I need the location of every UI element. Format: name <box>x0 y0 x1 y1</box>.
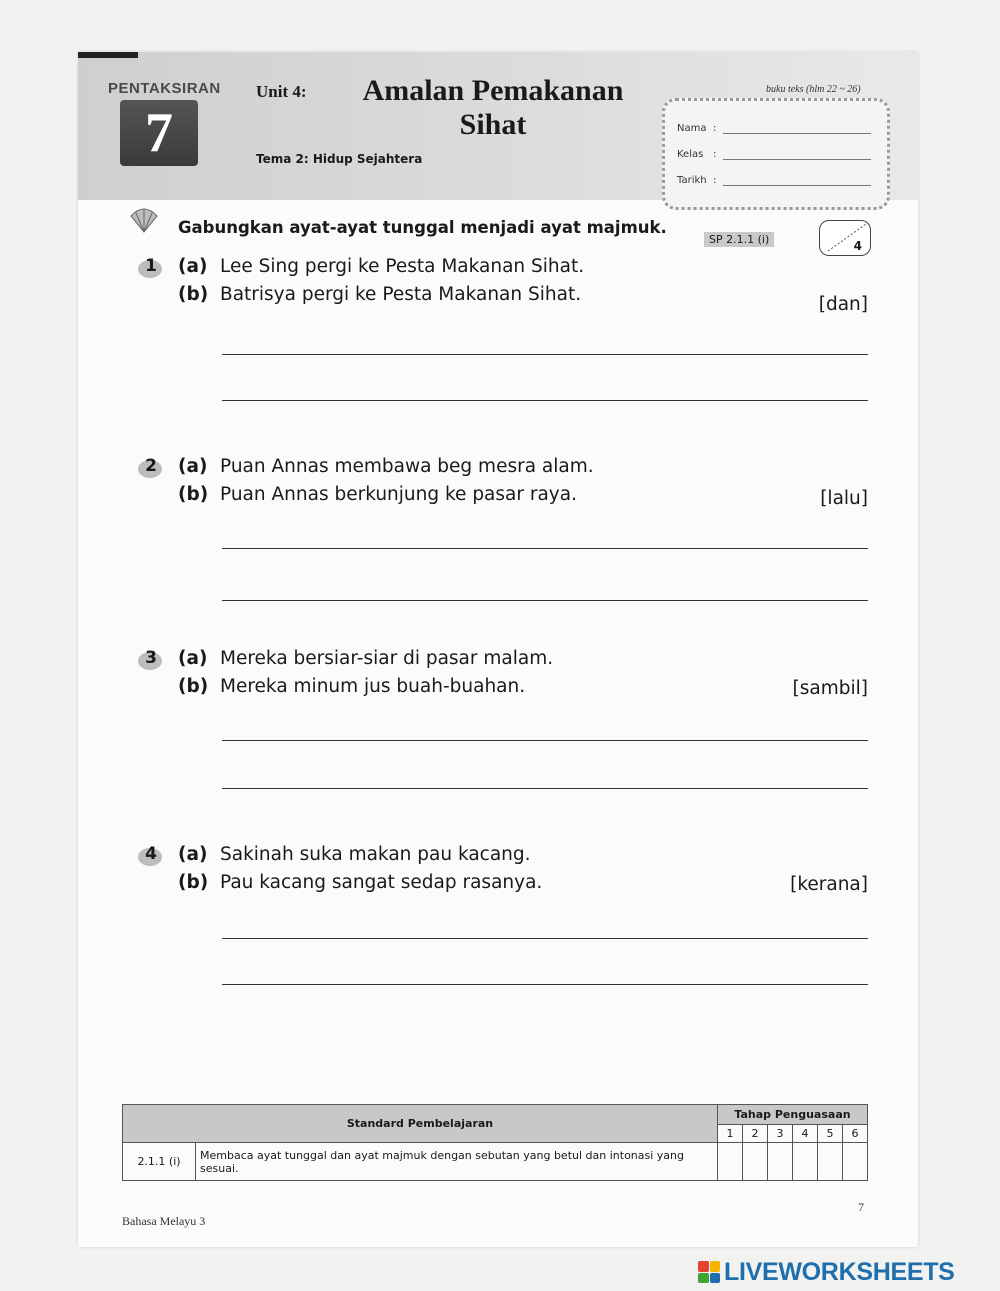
score-box <box>819 220 871 256</box>
worksheet-page <box>78 52 918 1247</box>
sentence-b: (b) Pau kacang sangat sedap rasanya. <box>178 872 543 893</box>
answer-line-2[interactable] <box>222 400 868 401</box>
shell-icon <box>128 204 160 234</box>
level-6: 6 <box>843 1125 868 1143</box>
level-1-cell[interactable] <box>718 1143 743 1181</box>
sentence-b: (b) Batrisya pergi ke Pesta Makanan Sihat. <box>178 284 582 305</box>
level-6-cell[interactable] <box>843 1143 868 1181</box>
score-divider <box>820 221 870 255</box>
sentence-a: (a) Sakinah suka makan pau kacang. <box>178 844 531 865</box>
mastery-header: Tahap Penguasaan <box>718 1105 868 1125</box>
answer-line-1[interactable] <box>222 740 868 741</box>
conjunction-hint: [lalu] <box>820 488 868 509</box>
answer-line-2[interactable] <box>222 600 868 601</box>
book-title: Bahasa Melayu 3 <box>122 1214 206 1228</box>
sp-code-tag: SP 2.1.1 (i) <box>704 232 774 247</box>
class-field-label: Kelas <box>677 149 704 160</box>
level-5-cell[interactable] <box>818 1143 843 1181</box>
level-2: 2 <box>743 1125 768 1143</box>
student-info-box <box>662 98 890 210</box>
unit-label: Unit 4: <box>256 82 307 101</box>
class-field-input[interactable] <box>723 159 871 160</box>
question-number: 2 <box>138 456 164 478</box>
date-field-colon: : <box>713 175 717 186</box>
date-field-input[interactable] <box>723 185 871 186</box>
conjunction-hint: [sambil] <box>792 678 868 699</box>
page-number: 7 <box>858 1200 864 1214</box>
answer-line-1[interactable] <box>222 548 868 549</box>
date-field-label: Tarikh <box>677 175 707 186</box>
name-field-row <box>677 123 717 134</box>
level-3: 3 <box>768 1125 793 1143</box>
sentence-a: (a) Puan Annas membawa beg mesra alam. <box>178 456 594 477</box>
class-field-row <box>677 149 717 160</box>
name-field-input[interactable] <box>723 133 871 134</box>
question-number: 3 <box>138 648 164 670</box>
question-number: 1 <box>138 256 164 278</box>
theme-label: Tema 2: Hidup Sejahtera <box>256 152 423 166</box>
header-accent-bar <box>78 52 138 58</box>
unit-title <box>333 74 653 142</box>
level-4: 4 <box>793 1125 818 1143</box>
sentence-a: (a) Mereka bersiar-siar di pasar malam. <box>178 648 554 669</box>
instruction-text: Gabungkan ayat-ayat tunggal menjadi ayat majmuk. <box>178 218 667 237</box>
standard-code: 2.1.1 (i) <box>123 1143 196 1181</box>
unit-title-line1: Amalan Pemakanan <box>362 74 624 107</box>
assessment-number-badge: 7 <box>120 100 198 166</box>
sentence-b: (b) Mereka minum jus buah-buahan. <box>178 676 526 697</box>
level-2-cell[interactable] <box>743 1143 768 1181</box>
answer-line-2[interactable] <box>222 788 868 789</box>
level-3-cell[interactable] <box>768 1143 793 1181</box>
conjunction-hint: [dan] <box>818 294 868 315</box>
class-field-colon: : <box>713 149 717 160</box>
total-marks: 4 <box>853 239 862 253</box>
answer-line-1[interactable] <box>222 938 868 939</box>
conjunction-hint: [kerana] <box>790 874 868 895</box>
question-number: 4 <box>138 844 164 866</box>
level-5: 5 <box>818 1125 843 1143</box>
sentence-b: (b) Puan Annas berkunjung ke pasar raya. <box>178 484 577 505</box>
assessment-table <box>122 1104 868 1181</box>
level-1: 1 <box>718 1125 743 1143</box>
date-field-row <box>677 175 717 186</box>
unit-title-line2: Sihat <box>459 108 527 141</box>
name-field-colon: : <box>713 123 717 134</box>
liveworksheets-brand <box>698 1259 955 1285</box>
brand-name: LIVEWORKSHEETS <box>724 1257 955 1286</box>
level-4-cell[interactable] <box>793 1143 818 1181</box>
worksheet-header <box>78 52 918 200</box>
name-field-label: Nama <box>677 123 707 134</box>
textbook-reference: buku teks (hlm 22 ~ 26) <box>766 84 861 95</box>
sentence-a: (a) Lee Sing pergi ke Pesta Makanan Sihat. <box>178 256 585 277</box>
standard-description: Membaca ayat tunggal dan ayat majmuk dengan sebutan yang betul dan intonasi yang sesuai. <box>196 1143 718 1181</box>
answer-line-1[interactable] <box>222 354 868 355</box>
standard-header: Standard Pembelajaran <box>123 1105 718 1143</box>
answer-line-2[interactable] <box>222 984 868 985</box>
assessment-label: PENTAKSIRAN <box>108 80 221 97</box>
liveworksheets-logo-icon <box>698 1261 720 1283</box>
